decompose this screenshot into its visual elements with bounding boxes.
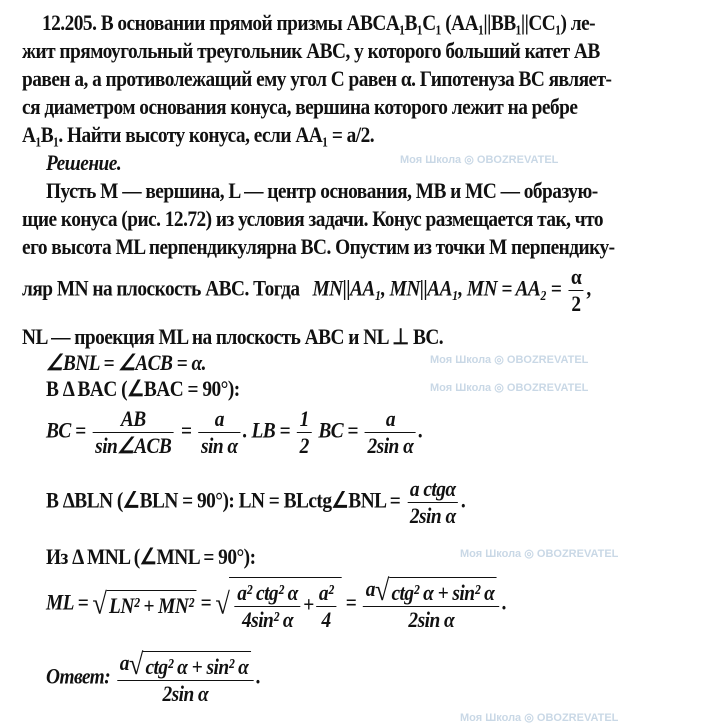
problem-line: равен a, а противолежащий ему угол C равен α. Гипотенуза BC являет- — [22, 66, 612, 91]
sqrt-sign: √ — [128, 648, 143, 681]
solution-line: ∠BNL = ∠ACB = α. — [46, 350, 206, 375]
formula-bc: BC = $\frac{AB}{\text{sin∠ACB}}$ = $\frac{a}{\text{sin α}}$ . LB = $\frac{1}{2}$ BC = $\frac{a}{\text{2sin α}}$ . — [46, 406, 423, 458]
fraction: $\frac{\text{a√ ctg² α + sin² α}}{\text{2sin α}}$ — [363, 576, 500, 633]
sqrt-sign: √ — [92, 587, 107, 621]
solution-heading: Решение. — [46, 150, 122, 175]
fraction: $\frac{\text{a² ctg² α}}{\text{4sin² α}}$ — [235, 580, 301, 633]
watermark: Моя Школа ◎ OBOZREVATEL — [460, 548, 619, 560]
solution-line: Пусть M — вершина, L — центр основания, MB и MC — образую- — [46, 178, 598, 203]
watermark: Моя Школа ◎ OBOZREVATEL — [430, 354, 589, 366]
problem-line: ся диаметром основания конуса, вершина которого лежит на ребре — [22, 94, 578, 119]
sqrt-sign: √ — [215, 587, 230, 621]
fraction: $\frac{1}{2}$ — [297, 406, 311, 459]
formula-ln: В ΔBLN (∠BLN = 90°): LN = BLctg∠BNL = $\frac{\text{a ctgα}}{\text{2sin α}}$ . — [46, 476, 466, 528]
fraction: $\frac{\text{a ctgα}}{\text{2sin α}}$ — [407, 476, 458, 529]
answer: Ответ: $\frac{\text{a√ ctg² α + sin² α}}{\text{2sin α}}$ . — [46, 648, 261, 706]
problem-line: 12.205. В основании прямой призмы ABCA₁B₁C₁ (AA₁||BB₁||CC₁) ле- — [42, 10, 596, 35]
sqrt-sign: √ — [374, 574, 389, 607]
solution-line: щие конуса (рис. 12.72) из условия задачи. Конус размещается так, что — [22, 206, 604, 231]
watermark: Моя Школа ◎ OBOZREVATEL — [430, 382, 589, 394]
fraction: $\frac{\alpha}{2}$ — [568, 264, 584, 317]
solution-line: ляр MN на плоскость ABC. Тогда MN||AA₁, MN||AA₁, MN = AA₂ = $\frac{\alpha}{2}$ , — [22, 264, 591, 316]
fraction: $\frac{AB}{\text{sin∠ACB}}$ — [93, 406, 174, 459]
fraction: $\frac{\text{a√ ctg² α + sin² α}}{\text{2sin α}}$ — [117, 650, 254, 707]
solution-line: В Δ BAC (∠BAC = 90°): — [46, 376, 240, 401]
solution-line: его высота ML перпендикулярна BC. Опустим из точки M перпендику- — [22, 234, 615, 259]
formula-ml: ML = √ LN² + MN² = √ $\frac{\text{a² ctg² α}}{\text{4sin² α}}$ + $\frac{\text{a²}}{4}$ = $\frac{\text{a√ ctg² α + sin² α}}{\text{2sin α}}$ . — [46, 574, 507, 632]
solution-line: Из Δ MNL (∠MNL = 90°): — [46, 544, 256, 569]
solution-line: NL — проекция ML на плоскость ABC и NL ⊥ BC. — [22, 324, 444, 349]
watermark: Моя Школа ◎ OBOZREVATEL — [460, 712, 619, 724]
fraction: $\frac{\text{a²}}{4}$ — [316, 580, 336, 633]
problem-line: A₁B₁. Найти высоту конуса, если AA₁ = a/2. — [22, 122, 375, 147]
fraction: $\frac{a}{\text{sin α}}$ — [198, 406, 240, 459]
problem-number: 12.205. — [42, 10, 97, 35]
fraction: $\frac{a}{\text{2sin α}}$ — [365, 406, 416, 459]
watermark: Моя Школа ◎ OBOZREVATEL — [400, 154, 559, 166]
problem-line: жит прямоугольный треугольник ABC, у которого больший катет AB — [22, 38, 600, 63]
